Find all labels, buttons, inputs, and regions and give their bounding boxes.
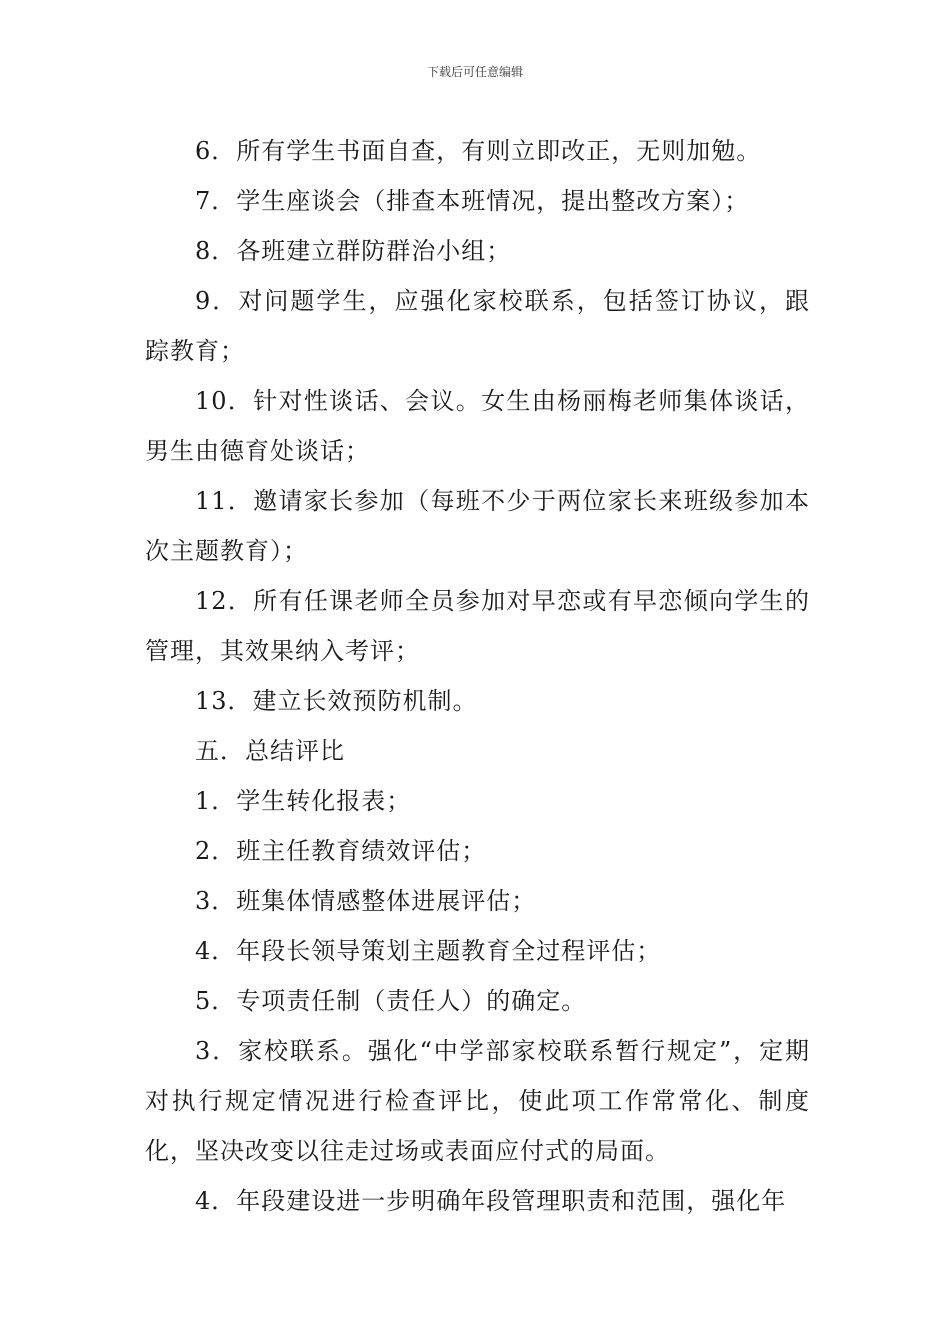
paragraph-item-6: 6．所有学生书面自查，有则立即改正，无则加勉。 — [195, 137, 762, 165]
summary-item-4: 4．年段长领导策划主题教育全过程评估； — [195, 937, 662, 965]
page-header: 下载后可任意编辑 — [426, 65, 523, 79]
paragraph-item-12: 12．所有任课老师全员参加对早恋或有早恋倾向学生的管理，其效果纳入考评； — [145, 587, 810, 665]
summary-item-2: 2．班主任教育绩效评估； — [195, 837, 487, 865]
summary-item-3: 3．班集体情感整体进展评估； — [195, 887, 537, 915]
paragraph-item-9: 9．对问题学生，应强化家校联系，包括签订协议，跟踪教育； — [145, 287, 810, 365]
paragraph-grade-construction: 4．年段建设进一步明确年段管理职责和范围，强化年 — [195, 1187, 787, 1215]
section-heading-summary: 五．总结评比 — [195, 737, 345, 765]
summary-item-1: 1．学生转化报表； — [195, 787, 412, 815]
paragraph-item-8: 8．各班建立群防群治小组； — [195, 237, 512, 265]
paragraph-home-school-contact: 3．家校联系。强化“中学部家校联系暂行规定”，定期对执行规定情况进行检查评比，使此项工作常常化、制度化，坚决改变以往走过场或表面应付式的局面。 — [145, 1037, 810, 1165]
summary-item-5: 5．专项责任制（责任人）的确定。 — [195, 987, 587, 1015]
paragraph-item-7: 7．学生座谈会（排查本班情况，提出整改方案）； — [195, 187, 750, 215]
paragraph-item-10: 10．针对性谈话、会议。女生由杨丽梅老师集体谈话，男生由德育处谈话； — [145, 387, 810, 465]
paragraph-item-11: 11．邀请家长参加（每班不少于两位家长来班级参加本次主题教育）； — [145, 487, 810, 565]
document-body — [145, 126, 810, 1226]
paragraph-item-13: 13．建立长效预防机制。 — [195, 687, 478, 715]
